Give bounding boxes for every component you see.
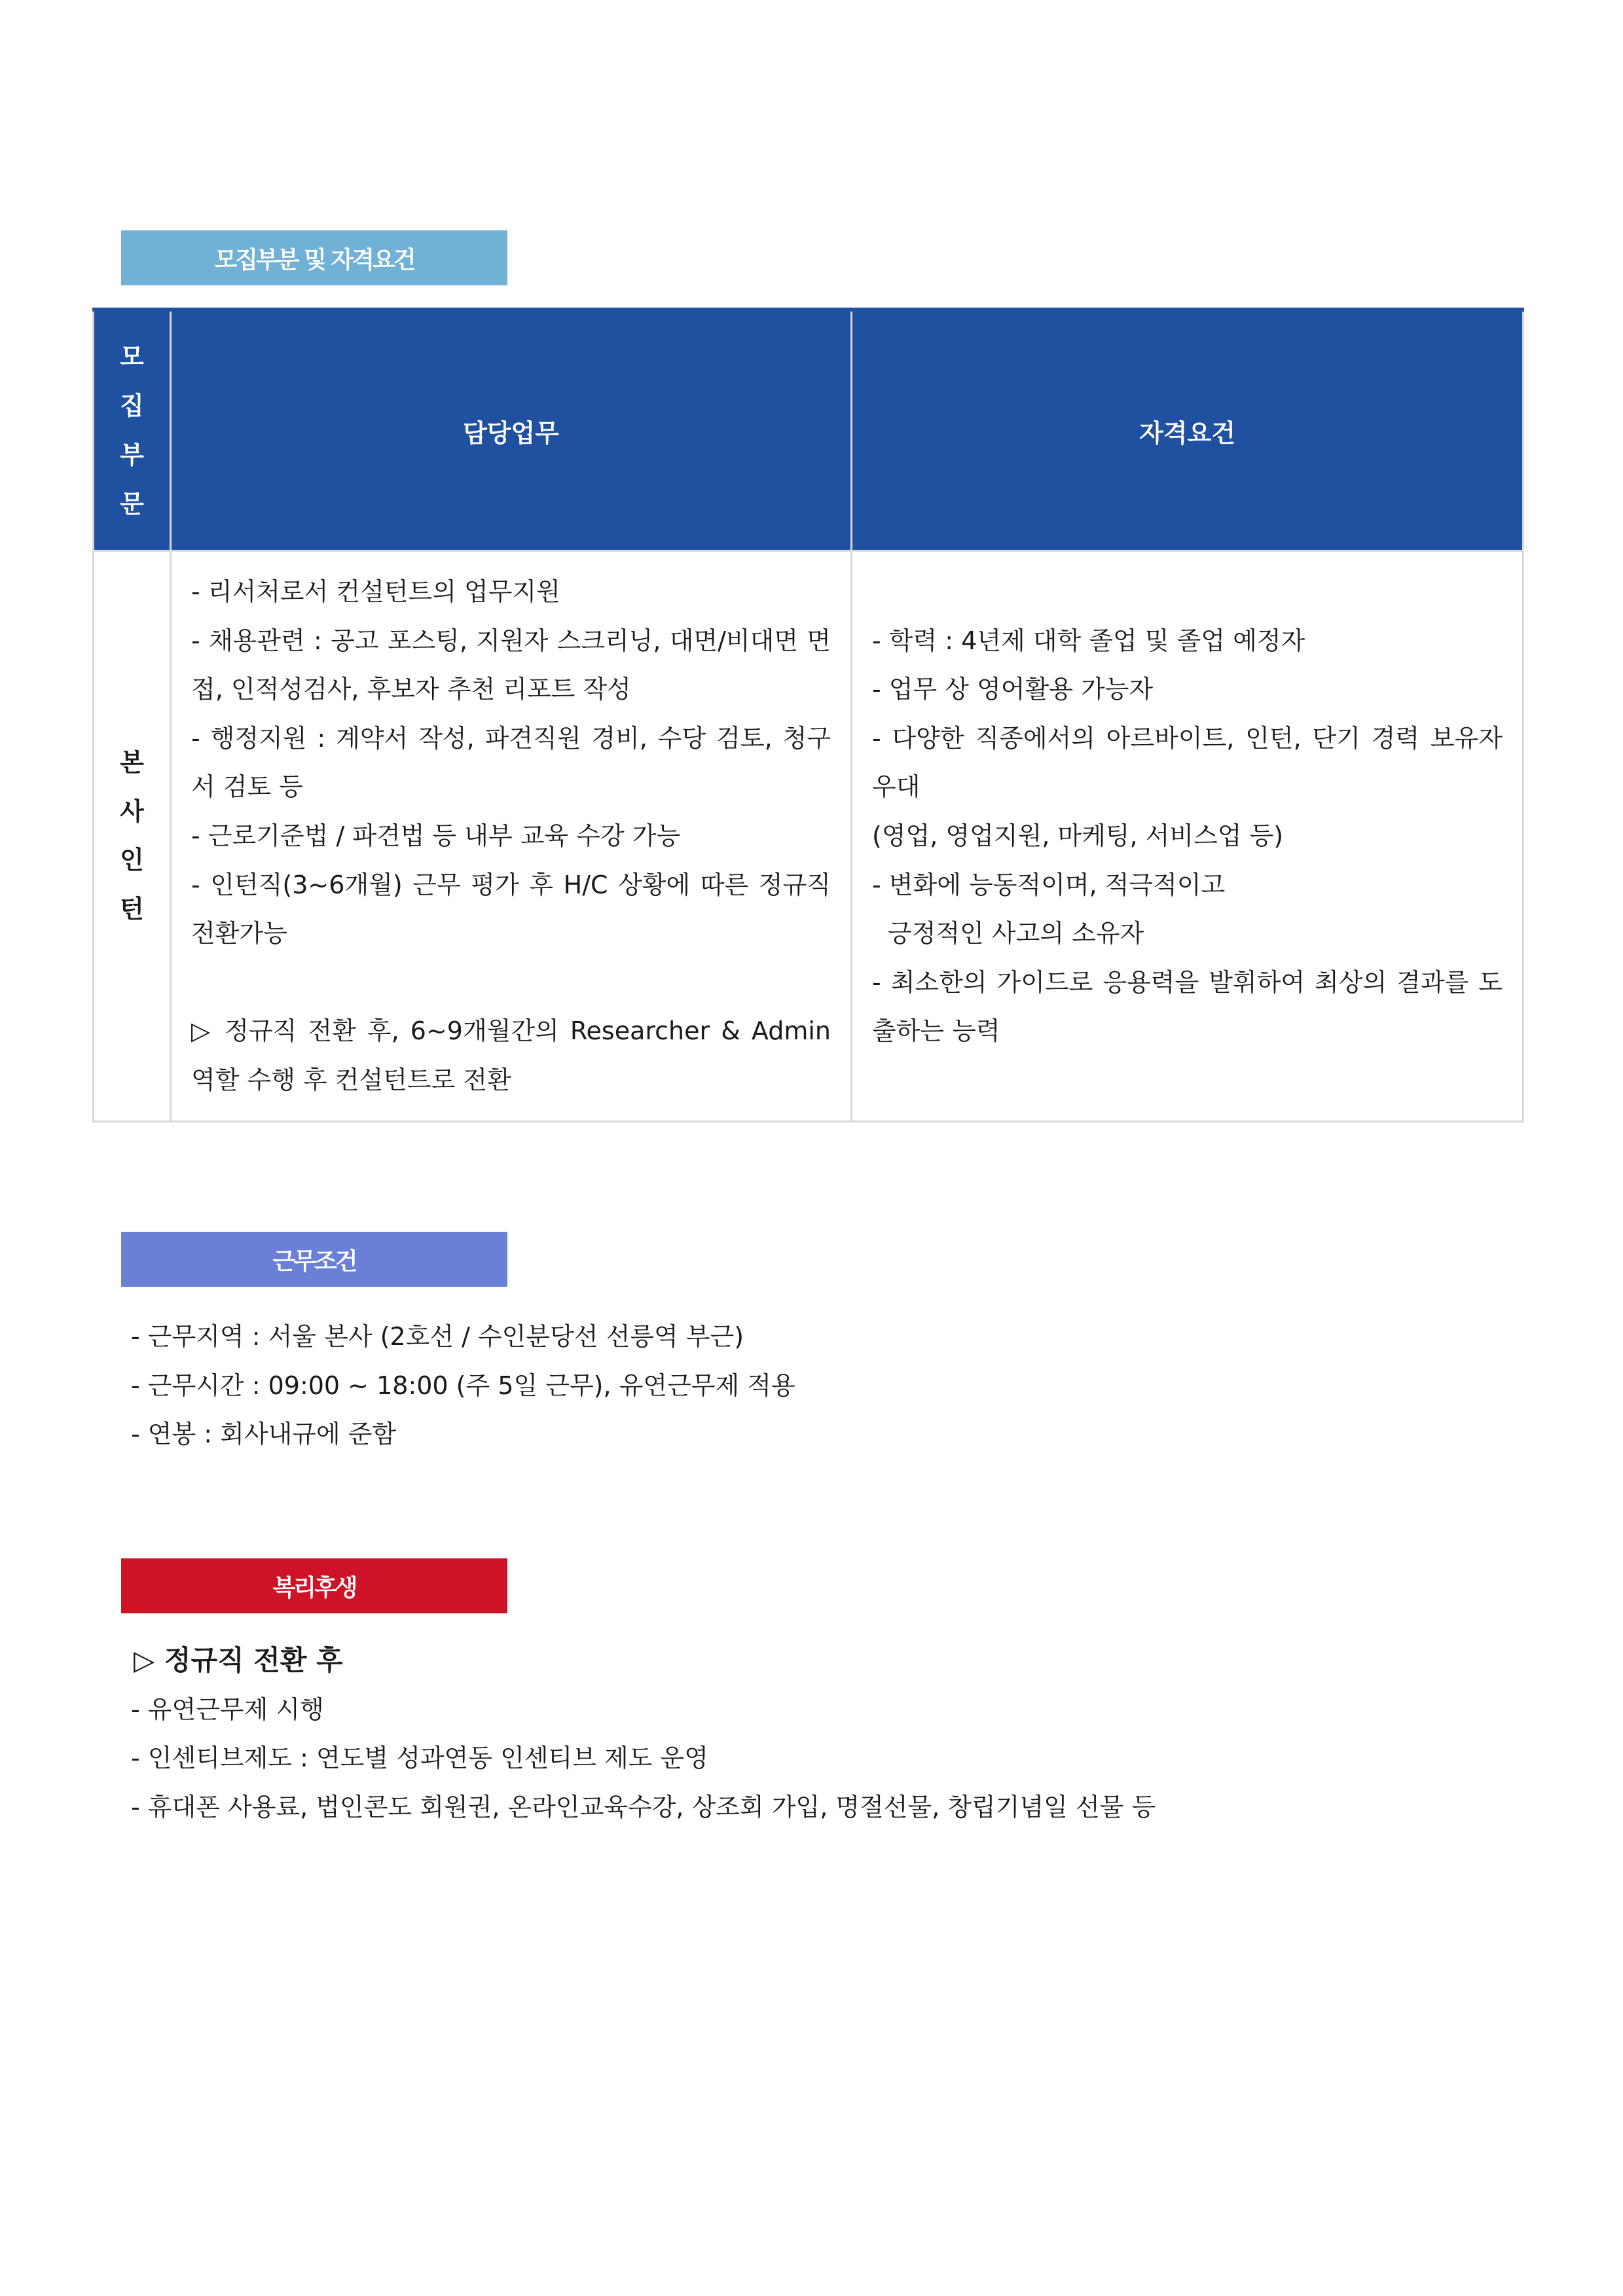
list-item: - 유연근무제 시행 (131, 1695, 324, 1724)
section-label-benefit: 복리후생 (121, 1558, 507, 1613)
cell-duties (171, 551, 852, 1122)
duty-item: - 채용관련 : 공고 포스팅, 지원자 스크리닝, 대면/비대면 면접, 인적성검사, 후보자 추천 리포트 작성 (191, 626, 831, 704)
duty-item: - 리서처로서 컨설턴트의 업무지원 (191, 577, 560, 606)
list-item: - 인센티브제도 : 연도별 성과연동 인센티브 제도 운영 (131, 1744, 708, 1773)
qual-item: - 변화에 능동적이며, 적극적이고 (872, 870, 1226, 899)
section-label-work: 근무조건 (121, 1232, 507, 1287)
qual-item: (영업, 영업지원, 마케팅, 서비스업 등) (872, 821, 1284, 850)
duty-note: ▷ 정규직 전환 후, 6~9개월간의 Researcher & Admin 역할 수행 후 컨설턴트로 전환 (191, 1016, 831, 1094)
qual-item: - 최소한의 가이드로 응용력을 발휘하여 최상의 결과를 도출하는 능력 (872, 967, 1503, 1046)
cell-dept-label: 본 사 인 턴 (120, 748, 144, 924)
qual-item: - 학력 : 4년제 대학 졸업 및 졸업 예정자 (872, 626, 1305, 655)
duty-item: - 인턴직(3~6개월) 근무 평가 후 H/C 상황에 따른 정규직 전환가능 (191, 870, 831, 948)
table-header-row (94, 310, 1523, 551)
qual-item: 긍정적인 사고의 소유자 (888, 919, 1144, 948)
recruit-table (92, 308, 1524, 1122)
header-duties: 담당업무 (171, 310, 852, 551)
benefit-heading: ▷ 정규직 전환 후 (134, 1644, 343, 1676)
qual-item: - 다양한 직종에서의 아르바이트, 인턴, 단기 경력 보유자 우대 (872, 723, 1503, 802)
cell-dept (94, 551, 171, 1122)
spacer (191, 958, 831, 1007)
section-label-recruit: 모집부분 및 자격요건 (121, 230, 507, 285)
header-dept (94, 310, 171, 551)
duty-item: - 근로기준법 / 파견법 등 내부 교육 수강 가능 (191, 821, 681, 850)
header-dept-label: 모 집 부 문 (120, 342, 144, 518)
benefits-list (131, 1636, 1156, 1831)
cell-quals (852, 551, 1523, 1122)
list-item: - 연봉 : 회사내규에 준함 (131, 1420, 397, 1449)
duty-item: - 행정지원 : 계약서 작성, 파견직원 경비, 수당 검토, 청구서 검토 등 (191, 723, 831, 802)
table-row (94, 551, 1523, 1122)
qual-item: - 업무 상 영어활용 가능자 (872, 675, 1154, 704)
list-item: - 근무지역 : 서울 본사 (2호선 / 수인분당선 선릉역 부근) (131, 1322, 744, 1351)
list-item: - 휴대폰 사용료, 법인콘도 회원권, 온라인교육수강, 상조회 가입, 명절선물, 창립기념일 선물 등 (131, 1792, 1156, 1821)
header-quals: 자격요건 (852, 310, 1523, 551)
work-conditions-list (131, 1312, 795, 1459)
list-item: - 근무시간 : 09:00 ~ 18:00 (주 5일 근무), 유연근무제 적용 (131, 1371, 795, 1400)
